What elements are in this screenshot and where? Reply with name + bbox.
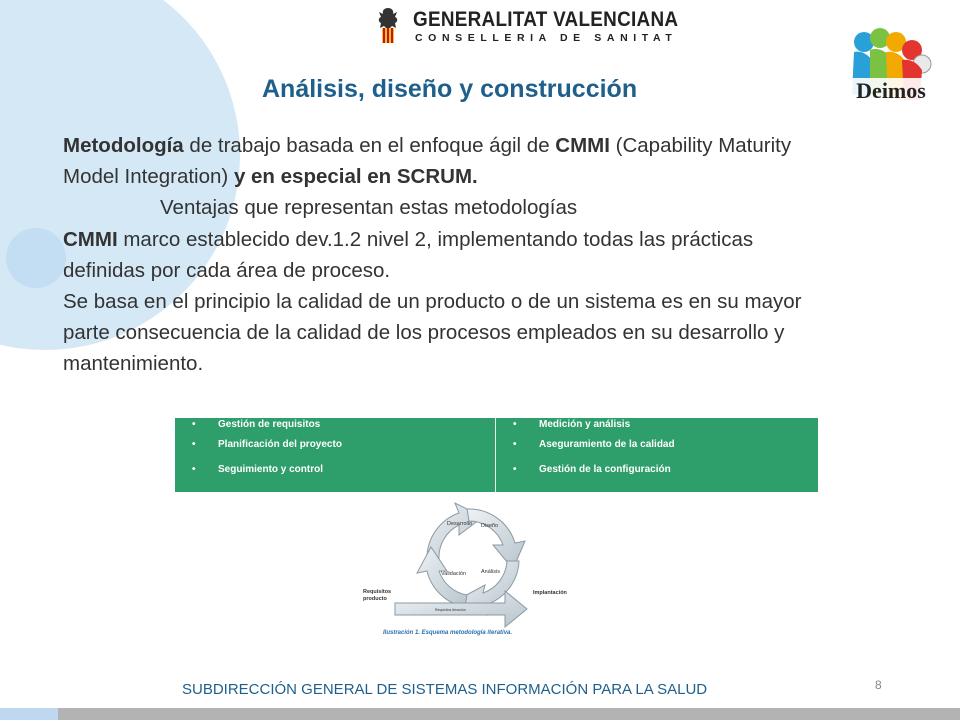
deimos-logo xyxy=(842,20,942,120)
process-area-label: Gestión de requisitos xyxy=(218,419,321,430)
slide-title: Análisis, diseño y construcción xyxy=(262,75,638,103)
process-areas-left xyxy=(175,418,496,492)
para1-line1 xyxy=(63,130,943,161)
process-area-label: Medición y análisis xyxy=(539,419,631,430)
bullet-icon: • xyxy=(513,419,517,430)
slide-body xyxy=(63,130,943,380)
iterative-cycle-diagram xyxy=(355,495,595,643)
process-area-label: Aseguramiento de la calidad xyxy=(539,439,675,450)
list-item xyxy=(192,464,324,475)
label-requisitos: Requisitos xyxy=(363,589,392,595)
label-validacion: Validación xyxy=(441,571,466,577)
label-producto: producto xyxy=(363,596,387,602)
list-item xyxy=(513,439,675,450)
page-number: 8 xyxy=(875,678,882,692)
cycle-arrow-2 xyxy=(467,509,525,569)
decor-circle-small xyxy=(6,228,66,288)
para3-line1 xyxy=(63,224,943,255)
para1-line2 xyxy=(63,161,943,192)
process-area-label: Planificación del proyecto xyxy=(218,439,342,450)
para1-line2-bold: y en especial en SCRUM. xyxy=(233,165,478,189)
bullet-icon: • xyxy=(192,419,196,430)
label-iteracion: Requisitos Iteración xyxy=(435,608,466,612)
para4-line3: mantenimiento. xyxy=(63,352,204,376)
para3-bold-cmmi: CMMI xyxy=(63,227,118,251)
para1-bold-methodology: Metodología xyxy=(63,134,184,157)
bat-emblem-icon xyxy=(375,6,401,44)
para1-line2-text: Model Integration) xyxy=(63,165,234,189)
label-diseno: Diseño xyxy=(481,523,499,529)
bullet-icon: • xyxy=(513,464,517,475)
label-analisis: Análisis xyxy=(481,569,500,575)
para3-text: marco establecido dev.1.2 nivel 2, implementando todas las prácticas xyxy=(117,227,754,251)
para4-line1: Se basa en el principio la calidad de un producto o de un sistema es en su mayor xyxy=(63,290,802,314)
footer-bar-accent xyxy=(0,708,58,720)
cycle-arrow-4 xyxy=(417,547,467,607)
deimos-logo-text: Deimos xyxy=(856,78,926,103)
label-desarrollo: Desarrollo xyxy=(447,521,473,527)
generalitat-logo xyxy=(375,6,679,46)
process-areas-right xyxy=(496,418,818,492)
process-area-label: Seguimiento y control xyxy=(218,464,324,475)
list-item xyxy=(513,419,631,430)
footer-bar xyxy=(58,708,960,720)
para4-line2: parte consecuencia de la calidad de los procesos empleados en su desarrollo y xyxy=(63,321,785,345)
org-name: GENERALITAT VALENCIANA xyxy=(413,8,679,31)
process-area-label: Gestión de la configuración xyxy=(539,464,671,475)
footer-text: SUBDIRECCIÓN GENERAL DE SISTEMAS INFORMACIÓN PARA LA SALUD xyxy=(182,681,708,698)
org-subtitle: CONSELLERIA DE SANITAT xyxy=(415,32,678,44)
bullet-icon: • xyxy=(192,439,196,450)
para1-bold-cmmi: CMMI xyxy=(555,134,610,157)
para1-text1: de trabajo basada en el enfoque ágil de xyxy=(183,134,556,157)
para2: Ventajas que representan estas metodologías xyxy=(160,196,578,220)
bullet-icon: • xyxy=(192,464,196,475)
list-item xyxy=(192,439,342,450)
para3-line2: definidas por cada área de proceso. xyxy=(63,258,391,282)
bullet-icon: • xyxy=(513,439,517,450)
para1-text2: (Capability Maturity xyxy=(609,134,792,157)
process-areas-box xyxy=(175,418,818,492)
list-item xyxy=(513,464,671,475)
label-implantacion: Implantación xyxy=(533,590,567,596)
diagram-caption: Ilustración 1. Esquema metodología iterativa. xyxy=(383,630,513,636)
list-item xyxy=(192,419,321,430)
